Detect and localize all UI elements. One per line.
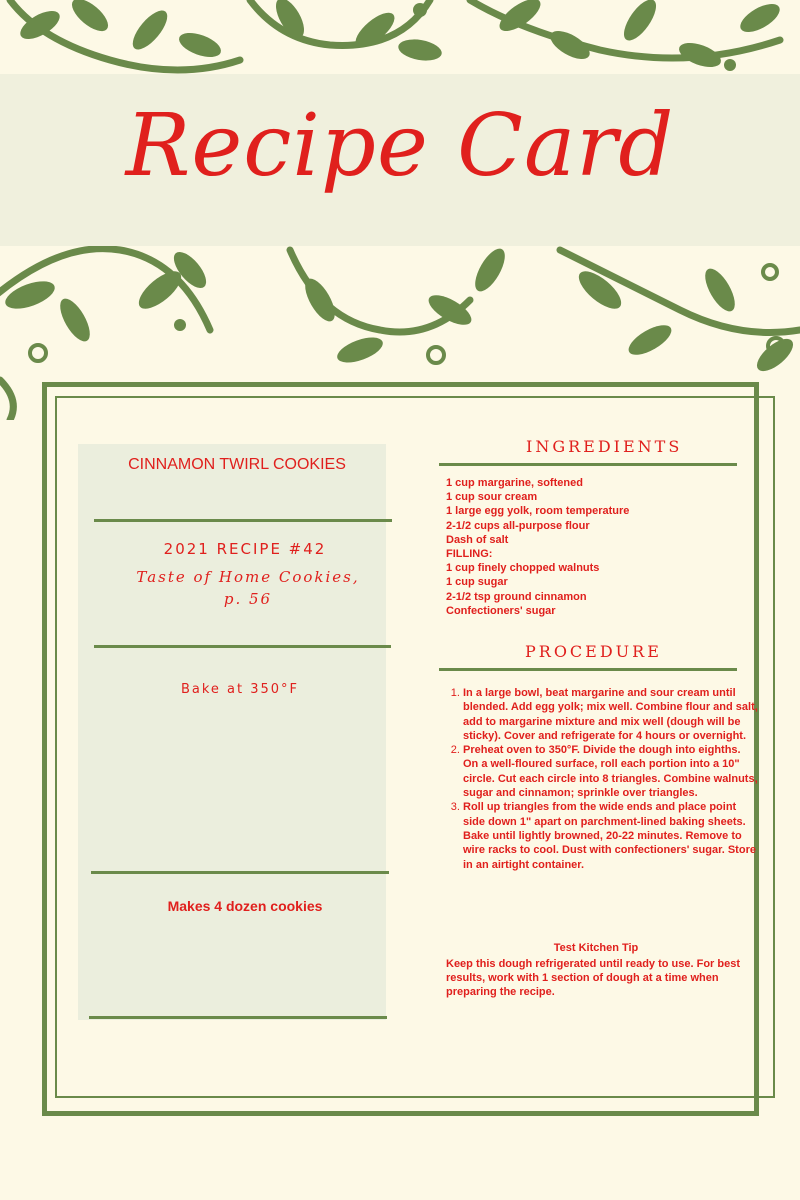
bake-temperature: Bake at 350°F: [180, 682, 300, 697]
divider: [91, 871, 389, 874]
ingredient-item: Confectioners' sugar: [446, 604, 556, 617]
divider: [89, 1016, 387, 1019]
divider: [439, 668, 737, 671]
page-title: Recipe Card: [125, 96, 675, 196]
recipe-info-panel: [78, 444, 386, 1020]
recipe-number: 2021 RECIPE #42: [163, 540, 327, 558]
procedure-list: [452, 686, 758, 872]
ingredient-item: 1 cup sugar: [446, 576, 508, 589]
divider: [94, 645, 391, 648]
ingredient-item: 1 large egg yolk, room temperature: [446, 505, 630, 518]
ingredient-item: 1 cup finely chopped walnuts: [446, 562, 600, 575]
procedure-step: 3. Roll up triangles from the wide ends and place point side down 1" apart on parchment-lined baking sheets. Bake until lightly browned, 20-22 minutes. Remove to wire racks to cool. Dust with confectioners' sugar. Store in an airtight container.: [463, 800, 758, 871]
recipe-source: Taste of Home Cookies, p. 56: [136, 568, 360, 608]
ingredient-item: 2-1/2 tsp ground cinnamon: [446, 590, 587, 603]
ingredient-item: Dash of salt: [446, 533, 509, 546]
ingredient-item: 1 cup margarine, softened: [446, 477, 583, 489]
divider: [439, 463, 737, 466]
ingredient-item: 2-1/2 cups all-purpose flour: [446, 519, 590, 532]
procedure-step: 1. In a large bowl, beat margarine and sour cream until blended. Add egg yolk; mix well. Combine flour and salt, add to margarine mixture and mix well (dough will be sticky). Cover and refrigerate for 4 hours or overnight.: [463, 686, 758, 743]
divider: [94, 519, 392, 522]
recipe-yield: Makes 4 dozen cookies: [167, 898, 323, 914]
ingredient-item: FILLING:: [446, 548, 493, 561]
tip-text: Keep this dough refrigerated until ready to use. For best results, work with 1 section of dough at a time when preparing the recipe.: [446, 958, 740, 999]
ingredient-item: 1 cup sour cream: [446, 491, 538, 504]
procedure-step: 2. Preheat oven to 350°F. Divide the dough into eighths. On a well-floured surface, roll each portion into a 10" circle. Cut each circle into 8 triangles. Combine walnuts, sugar and cinnamon; sprinkle over triangles.: [463, 743, 758, 800]
tip-title: Test Kitchen Tip: [553, 942, 639, 954]
procedure-heading: PROCEDURE: [525, 642, 662, 661]
recipe-name: CINNAMON TWIRL COOKIES: [128, 456, 346, 473]
ingredients-list: [446, 476, 766, 618]
ingredients-heading: INGREDIENTS: [526, 437, 683, 456]
